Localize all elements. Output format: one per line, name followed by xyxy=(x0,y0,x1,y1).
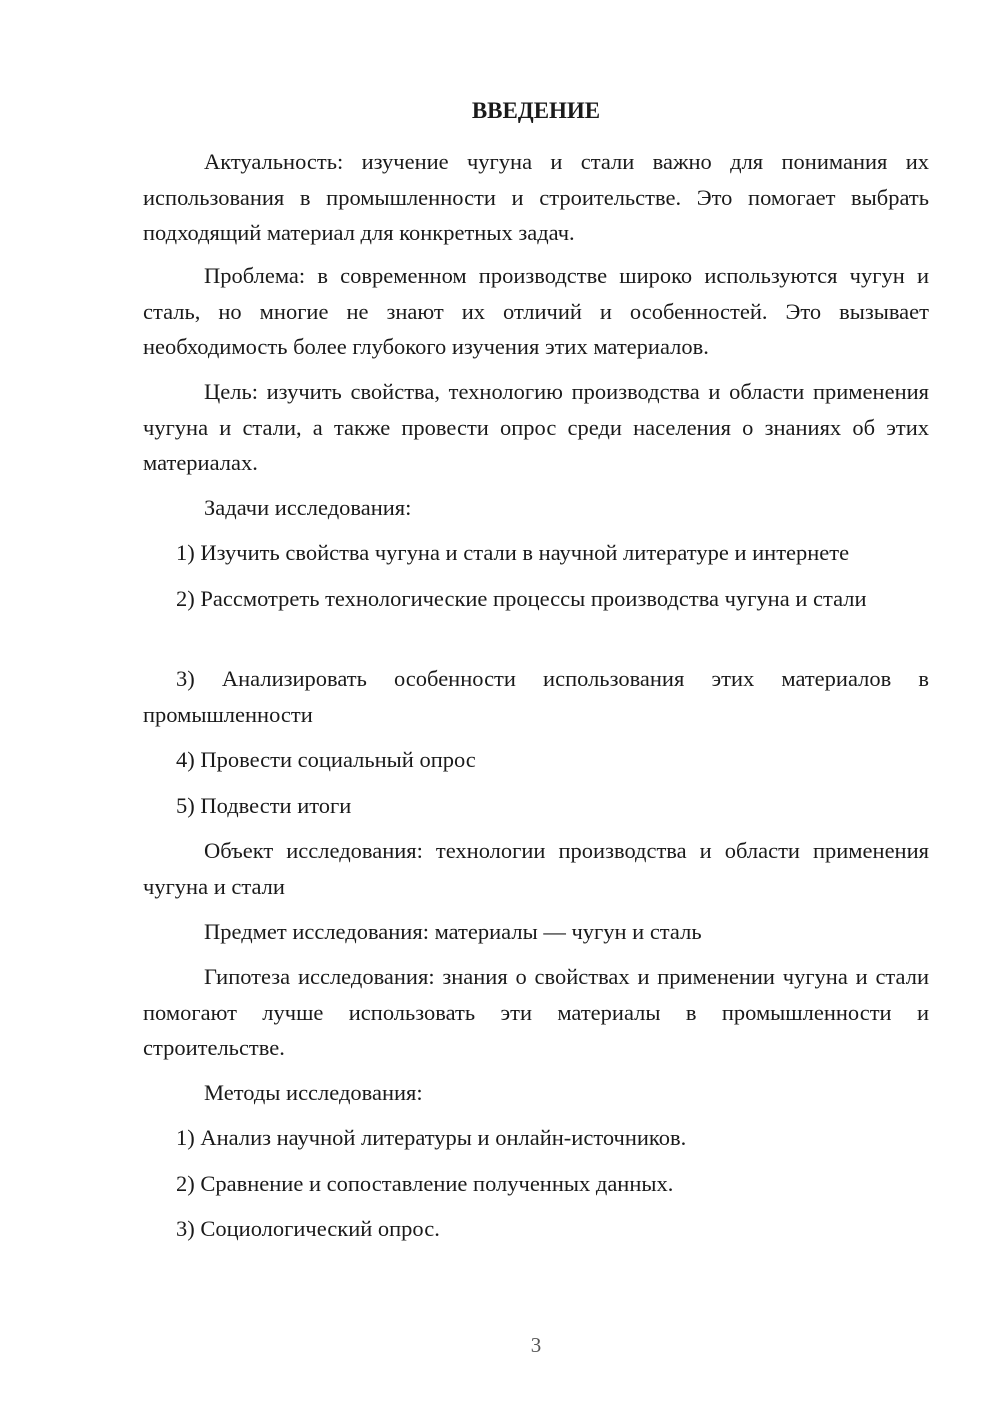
method-item-3: 3) Социологический опрос. xyxy=(176,1216,440,1241)
tasks-heading: Задачи исследования: xyxy=(204,495,412,520)
page-number: 3 xyxy=(530,1333,542,1357)
task-item-1: 1) Изучить свойства чугуна и стали в научной литературе и интернете xyxy=(176,540,850,565)
task-item-4: 4) Провести социальный опрос xyxy=(176,747,476,772)
paragraph-problem: Проблема: в современном производстве широко используются чугун и сталь, но многие не знают их отличий и особенностей. Это вызывает необходимость более глубокого изучения этих материалов. xyxy=(143,263,929,359)
task-item-5: 5) Подвести итоги xyxy=(176,793,352,818)
page-title: ВВЕДЕНИЕ xyxy=(471,98,601,123)
paragraph-goal: Цель: изучить свойства, технологию производства и области применения чугуна и стали, а также провести опрос среди населения о знаниях об этих материалах. xyxy=(143,379,929,475)
paragraph-hypothesis: Гипотеза исследования: знания о свойствах и применении чугуна и стали помогают лучше использовать эти материалы в промышленности и строительстве. xyxy=(143,964,929,1060)
method-item-2: 2) Сравнение и сопоставление полученных данных. xyxy=(176,1171,674,1196)
methods-heading: Методы исследования: xyxy=(204,1080,423,1105)
task-item-3: 3) Анализировать особенности использования этих материалов в промышленности xyxy=(143,666,929,727)
method-item-1: 1) Анализ научной литературы и онлайн-источников. xyxy=(176,1125,687,1150)
task-item-2: 2) Рассмотреть технологические процессы производства чугуна и стали xyxy=(176,586,867,611)
paragraph-object: Объект исследования: технологии производства и области применения чугуна и стали xyxy=(143,838,929,899)
paragraph-relevance: Актуальность: изучение чугуна и стали важно для понимания их использования в промышленности и строительстве. Это помогает выбрать подходящий материал для конкретных задач. xyxy=(143,149,929,245)
paragraph-subject: Предмет исследования: материалы — чугун и сталь xyxy=(204,919,702,944)
